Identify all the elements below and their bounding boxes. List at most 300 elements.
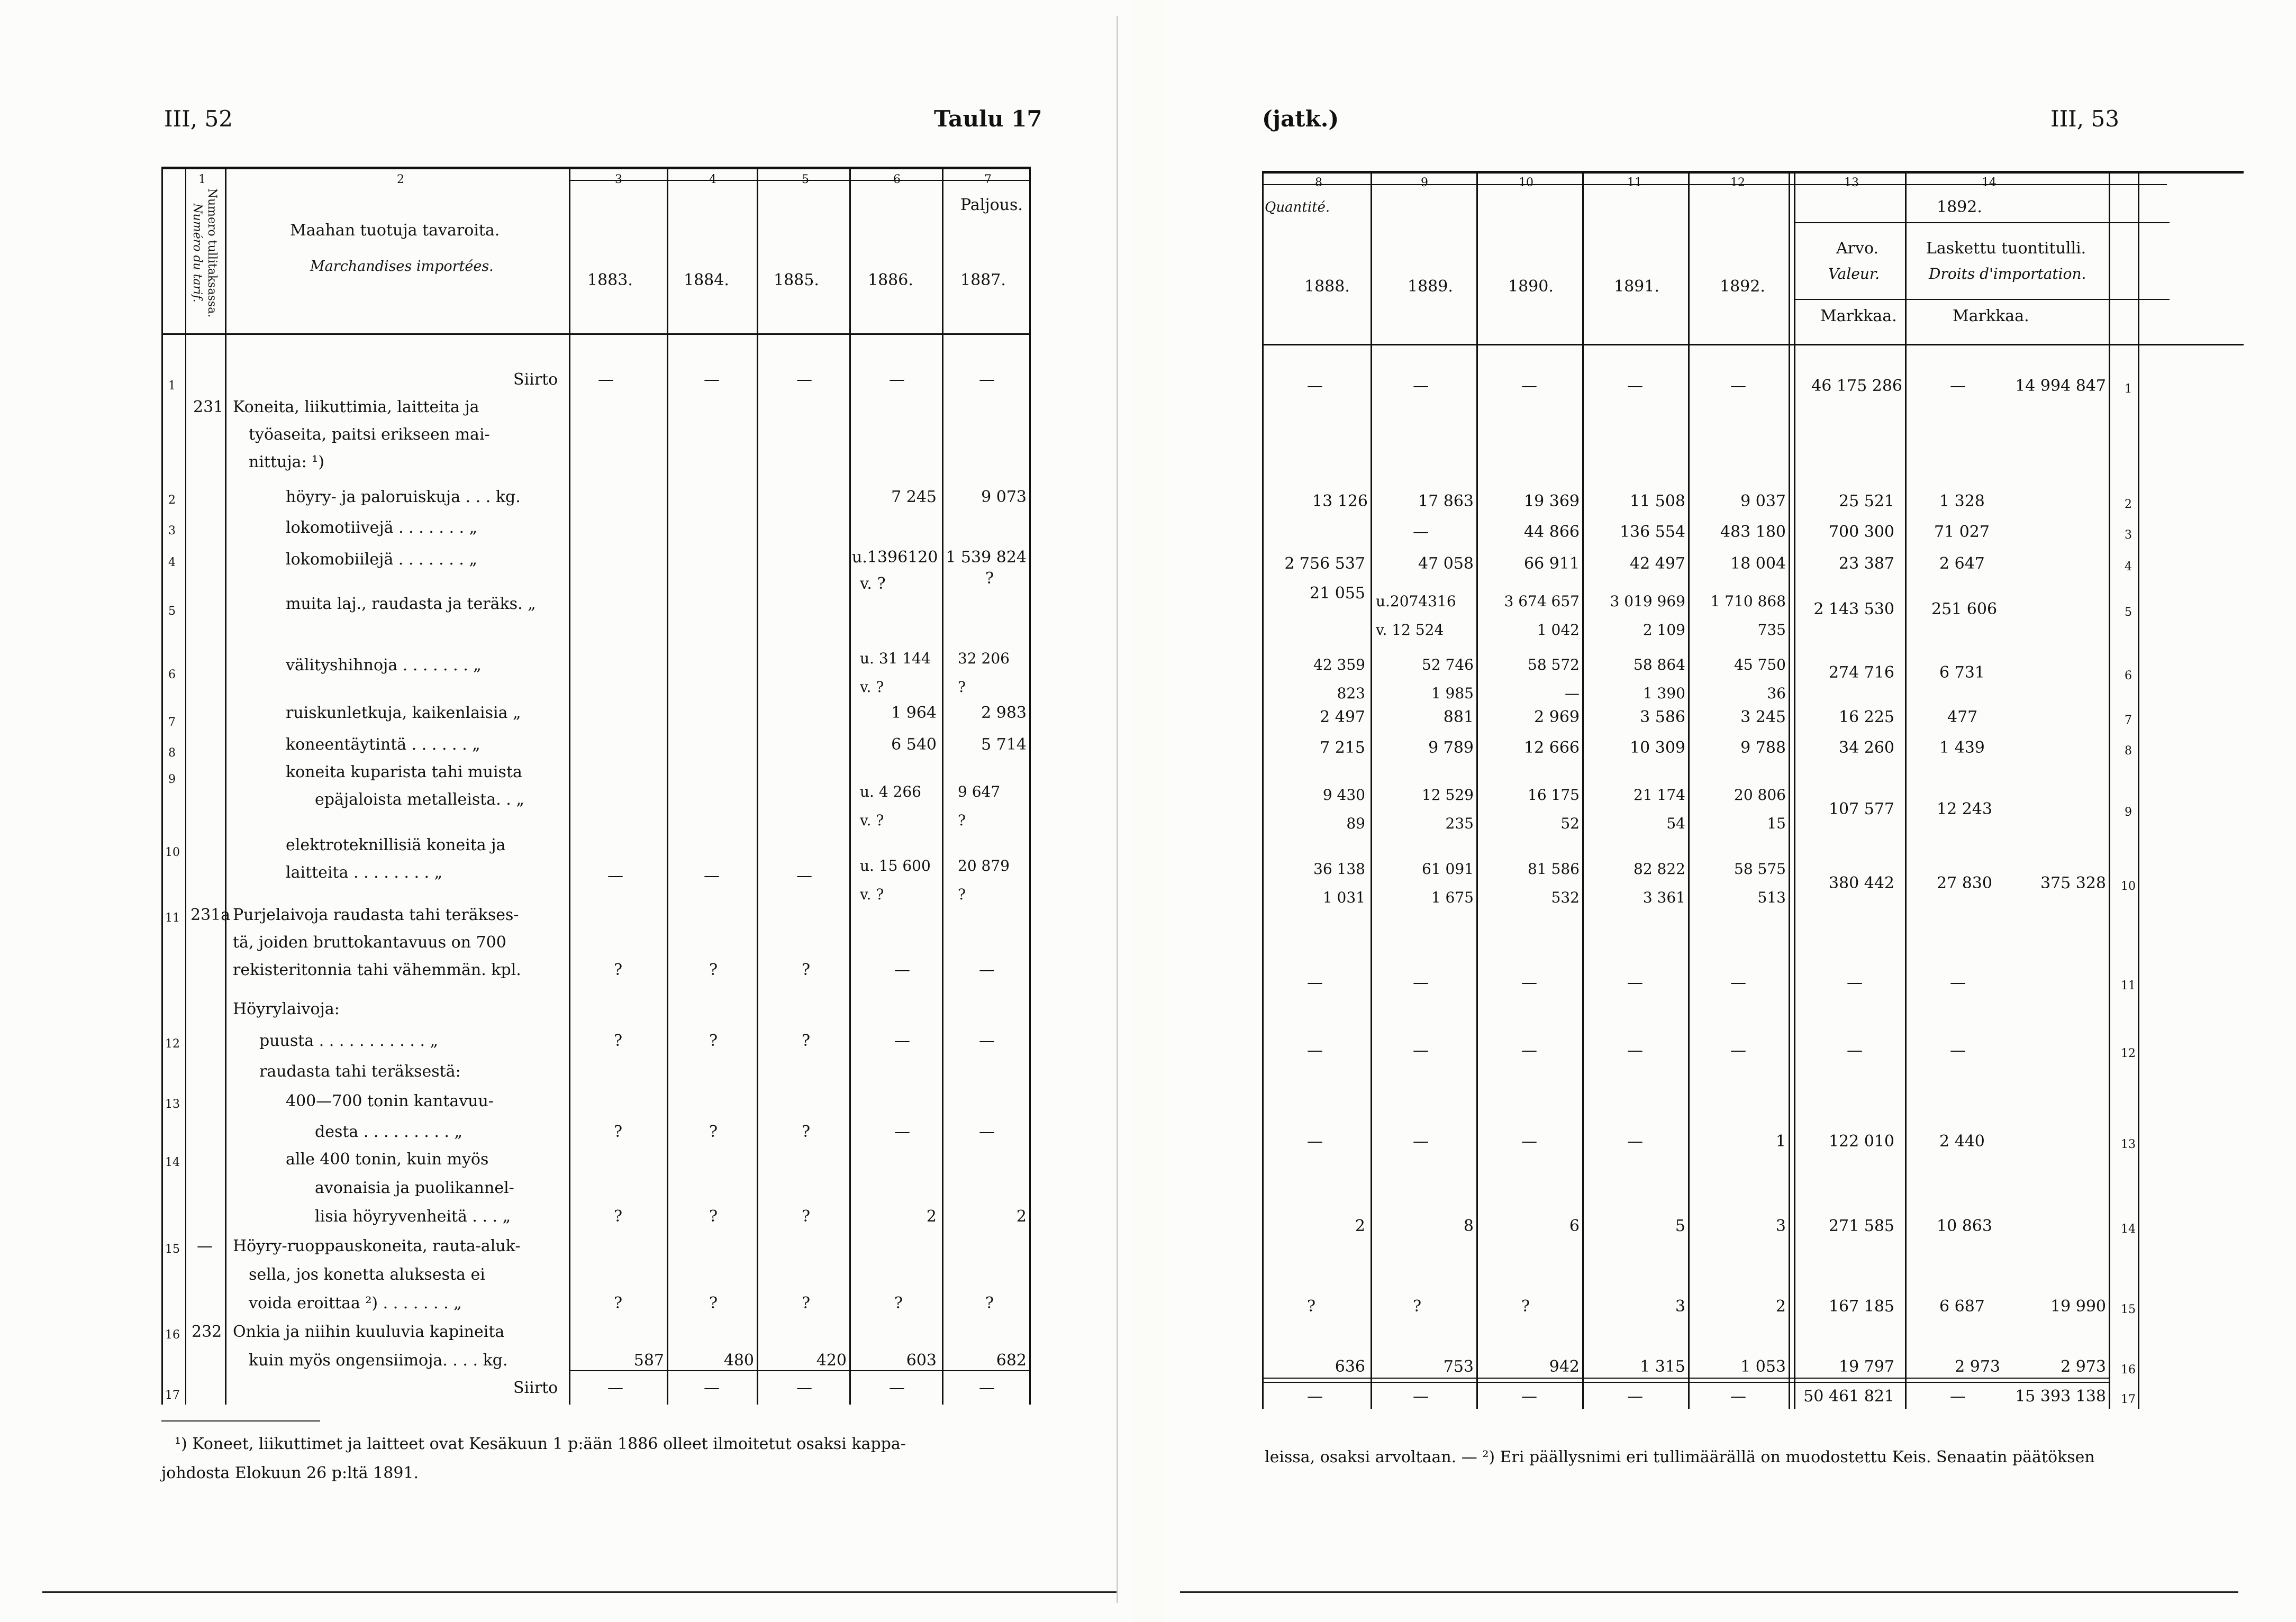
header-bottom-rule (161, 333, 1029, 335)
cell: 251 606 (1931, 600, 1998, 618)
colnum-4: 4 (709, 173, 716, 186)
cell-line: u. 15 600 (860, 857, 931, 874)
desc-line: voida eroittaa ²) . . . . . . . „ (249, 1294, 462, 1313)
row-number: 8 (2125, 744, 2132, 758)
desc-line: puusta . . . . . . . . . . . „ (259, 1032, 439, 1050)
cell: — (1521, 1041, 1537, 1060)
cell: — (796, 1379, 812, 1397)
cell: — (704, 370, 720, 389)
cell: 1 328 (1939, 492, 1985, 511)
right-page-number: III, 53 (2050, 106, 2119, 132)
desc-line: alle 400 tonin, kuin myös (286, 1150, 489, 1169)
desc-line: Koneita, liikuttimia, laitteita ja (233, 398, 479, 416)
cell: 9 073 (981, 488, 1027, 506)
row-number: 6 (168, 668, 176, 681)
cell: 2 (926, 1207, 937, 1226)
year-1889: 1889. (1408, 277, 1453, 296)
vrule-r6 (1905, 171, 1907, 1409)
cell: — (1521, 973, 1537, 992)
vrule-5 (757, 167, 758, 1405)
year-1891: 1891. (1614, 277, 1659, 296)
cell-line: 32 206 (958, 650, 1010, 667)
table-title: Taulu 17 (934, 106, 1042, 132)
cell: — (1413, 1041, 1429, 1060)
cell: ? (709, 1294, 718, 1313)
cell (1691, 855, 1786, 912)
cell (1267, 781, 1365, 838)
footnote-continuation: leissa, osaksi arvoltaan. — ²) Eri päällysnimi eri tullimäärällä on muodostettu Keis. Senaatin päätöksen (1265, 1448, 2095, 1466)
row-number: 3 (2125, 528, 2132, 542)
cell: — (1847, 973, 1863, 992)
cell: — (1627, 377, 1643, 395)
cell-line: 52 (1560, 815, 1580, 832)
cell-line: 58 572 (1528, 656, 1580, 673)
footnote-line-2: johdosta Elokuun 26 p:ltä 1891. (161, 1464, 419, 1482)
desc-line: raudasta tahi teräksestä: (259, 1062, 461, 1081)
cell: 14 994 847 (2015, 377, 2106, 395)
desc-line: muita laj., raudasta ja teräks. „ (286, 595, 536, 613)
subtotal-rule (569, 1370, 1029, 1371)
cell: 6 (1569, 1217, 1580, 1235)
vrule-r1 (1371, 171, 1372, 1409)
tariff-number: 231 (193, 398, 224, 416)
cell: 122 010 (1828, 1132, 1894, 1151)
desc-line: ruiskunletkuja, kaikenlaisia „ (286, 704, 521, 722)
vrule-r0 (1262, 171, 1264, 1409)
desc-line: työaseita, paitsi erikseen mai- (249, 425, 490, 444)
colnum-10: 10 (1519, 176, 1533, 189)
desc-line: desta . . . . . . . . . „ (315, 1123, 463, 1141)
cell: ? (1521, 1297, 1530, 1316)
page-bottom-edge (42, 1591, 1117, 1593)
cell (860, 852, 931, 909)
row-number: 2 (168, 494, 176, 507)
tariff-number-fr: Numéro du tarif. (190, 203, 204, 303)
year-1892: 1892. (1720, 277, 1765, 296)
cell: — (1307, 1041, 1323, 1060)
cell: 3 245 (1740, 708, 1786, 726)
cell: 2 440 (1939, 1132, 1985, 1151)
cell (1479, 651, 1580, 708)
markkaa-label-2: Markkaa. (1953, 307, 2029, 325)
cell (1691, 781, 1786, 838)
cell-line: 1 031 (1322, 889, 1365, 906)
cell: 881 (1443, 708, 1474, 726)
tariff-number: 231a (190, 906, 231, 924)
cell-line: ? (958, 678, 966, 696)
cell-line: v. ? (860, 812, 884, 829)
cell: 1 (1775, 1132, 1786, 1151)
colnum-13: 13 (1844, 176, 1859, 189)
siirto-top: Siirto (513, 370, 558, 389)
row-number: 13 (2121, 1138, 2136, 1151)
cell (958, 778, 1000, 835)
row-number: 16 (165, 1328, 180, 1342)
cell: ? (614, 961, 623, 979)
cell: 2 973 (2061, 1357, 2106, 1376)
year-1888: 1888. (1304, 277, 1350, 296)
cell: — (796, 370, 812, 389)
markkaa-rule (1794, 299, 2170, 300)
cell: 480 (723, 1351, 754, 1370)
cell: u.1396120 (852, 548, 938, 567)
row-number: 10 (2121, 880, 2136, 893)
cell (1479, 781, 1580, 838)
droits-label: Droits d'importation. (1929, 265, 2086, 283)
cell: 16 225 (1839, 708, 1894, 726)
cell: ? (1307, 1297, 1316, 1316)
cell: 18 004 (1730, 554, 1786, 573)
cell: — (1307, 1132, 1323, 1151)
cell-line: 2 109 (1642, 621, 1685, 639)
cell-line: 21 174 (1633, 786, 1685, 804)
desc-line: 400—700 tonin kantavuu- (286, 1092, 494, 1110)
cell-line: 61 091 (1422, 860, 1474, 878)
row-number: 9 (168, 773, 176, 786)
cell (1585, 587, 1685, 644)
cell-line: 12 529 (1422, 786, 1474, 804)
cell: — (979, 1032, 995, 1050)
row-number: 9 (2125, 806, 2132, 819)
vrule-1 (185, 167, 186, 1405)
cell: ? (614, 1294, 623, 1313)
vrule-0 (161, 167, 163, 1405)
cell: v. ? (860, 575, 886, 593)
cell: — (1307, 377, 1323, 395)
total-rule-1 (1262, 1378, 2109, 1379)
cell: 12 243 (1937, 800, 1992, 818)
cell: 420 (816, 1351, 847, 1370)
cell: 27 830 (1937, 874, 1992, 892)
cell-line: 3 361 (1642, 889, 1685, 906)
cell: — (1521, 1132, 1537, 1151)
cell: — (1950, 377, 1966, 395)
cell: — (1413, 973, 1429, 992)
year-1887: 1887. (960, 271, 1006, 289)
cell: 136 554 (1619, 523, 1685, 541)
gutter-left (1117, 16, 1118, 1603)
cell: 71 027 (1934, 523, 1990, 541)
cell-line: 45 750 (1734, 656, 1786, 673)
cell: — (894, 1032, 910, 1050)
desc-line: sella, jos konetta aluksesta ei (249, 1265, 485, 1284)
row-number: 16 (2121, 1363, 2136, 1377)
cell: 2 (1775, 1297, 1786, 1316)
row-number: 10 (165, 846, 180, 859)
cell-line: 15 (1767, 815, 1786, 832)
cell: ? (709, 1032, 718, 1050)
cell: 587 (633, 1351, 664, 1370)
cell: — (607, 1379, 623, 1397)
right-page (1164, 0, 2296, 1622)
valeur-label: Valeur. (1828, 265, 1880, 283)
desc-line: elektroteknillisiä koneita ja (286, 836, 506, 854)
cell: — (1521, 1387, 1537, 1406)
cell-line: ? (958, 812, 966, 829)
quantite-label: Quantité. (1265, 199, 1330, 215)
desc-line: höyry- ja paloruiskuja . . . kg. (286, 488, 521, 506)
cell-line: 52 746 (1422, 656, 1474, 673)
row-number: 8 (168, 746, 176, 760)
cell: 12 666 (1524, 739, 1580, 757)
cell: — (979, 961, 995, 979)
cell: 2 (1016, 1207, 1027, 1226)
cell (1479, 855, 1580, 912)
cell: ? (709, 1207, 718, 1226)
row-number: 4 (2125, 560, 2132, 573)
cell-line: 1 390 (1642, 685, 1685, 702)
colnum-5: 5 (802, 173, 809, 186)
cell: 477 (1947, 708, 1978, 726)
cell-line: 36 138 (1313, 860, 1365, 878)
cell: — (1413, 1387, 1429, 1406)
desc-line: nittuja: ¹) (249, 453, 324, 471)
page-bottom-edge (1180, 1591, 2238, 1593)
cell-line: 20 879 (958, 857, 1010, 874)
cell (1691, 587, 1786, 644)
colnum-9: 9 (1421, 176, 1428, 189)
cell-line: 42 359 (1313, 656, 1365, 673)
cell: 942 (1549, 1357, 1580, 1376)
desc-line: Höyrylaivoja: (233, 1000, 340, 1018)
cell: 44 866 (1524, 523, 1580, 541)
row-number: 4 (168, 556, 176, 569)
vrule-r2 (1476, 171, 1478, 1409)
row-number: 12 (165, 1037, 180, 1051)
row-number: 17 (2121, 1393, 2136, 1406)
row-number: 5 (2125, 606, 2132, 619)
cell-line: 89 (1346, 815, 1365, 832)
laskettu-label: Laskettu tuontitulli. (1926, 239, 2086, 258)
cell: ? (614, 1123, 623, 1141)
cell (1585, 651, 1685, 708)
cell-line: u. 31 144 (860, 650, 931, 667)
row-number: 1 (168, 379, 176, 393)
row-number: 13 (165, 1098, 180, 1111)
desc-line: epäjaloista metalleista. . „ (315, 790, 524, 809)
cell: 753 (1443, 1357, 1474, 1376)
row-number: 7 (2125, 714, 2132, 727)
cell: ? (614, 1032, 623, 1050)
cell: — (1730, 1387, 1746, 1406)
cell: ? (802, 1207, 811, 1226)
cell-line: 1 985 (1431, 685, 1474, 702)
cell-line: 823 (1337, 685, 1365, 702)
row-number: 14 (2121, 1223, 2136, 1236)
cell-line: 532 (1551, 889, 1580, 906)
cell: 636 (1335, 1357, 1365, 1376)
cell: — (1307, 973, 1323, 992)
row-number: 7 (168, 716, 176, 729)
cell: 2 647 (1939, 554, 1985, 573)
vrule-r5b (1794, 171, 1795, 1409)
desc-line: koneita kuparista tahi muista (286, 763, 522, 781)
cell: ? (802, 1294, 811, 1313)
cell-line: 3 019 969 (1610, 593, 1685, 610)
cell: — (889, 370, 905, 389)
cell: 8 (1463, 1217, 1474, 1235)
vrule-r5a (1789, 171, 1790, 1409)
cell: 6 687 (1939, 1297, 1985, 1316)
cell: 9 037 (1740, 492, 1786, 511)
cell: 46 175 286 (1811, 377, 1902, 395)
cell: 1 539 824 (946, 548, 1027, 567)
cell-line: ? (958, 886, 966, 903)
cell: 1 439 (1939, 739, 1985, 757)
cell: ? (709, 1123, 718, 1141)
desc-line: lokomotiivejä . . . . . . . „ (286, 518, 478, 537)
markkaa-label-1: Markkaa. (1820, 307, 1897, 325)
cell: 5 714 (981, 735, 1027, 754)
total-rule-2 (1262, 1382, 2109, 1383)
cell: — (1413, 523, 1429, 541)
cell: — (1413, 1132, 1429, 1151)
jatk-label: (jatk.) (1262, 106, 1339, 132)
cell: 47 058 (1418, 554, 1474, 573)
cell: 10 863 (1937, 1217, 1992, 1235)
desc-line: Purjelaivoja raudasta tahi teräkses- (233, 906, 519, 924)
cell: 25 521 (1839, 492, 1894, 511)
cell: 1 315 (1640, 1357, 1685, 1376)
cell-line: 20 806 (1734, 786, 1786, 804)
cell: 3 586 (1640, 708, 1685, 726)
cell: 167 185 (1828, 1297, 1894, 1316)
cell: 1 964 (891, 704, 937, 722)
year-1892-label: 1892. (1937, 198, 1982, 216)
value-header-rule (1794, 222, 2170, 223)
vrule-r7 (2109, 171, 2110, 1409)
cell-line: v. ? (860, 886, 884, 903)
cell: — (1730, 1041, 1746, 1060)
cell: — (1627, 973, 1643, 992)
cell-line: 1 675 (1431, 889, 1474, 906)
year-1884: 1884. (684, 271, 729, 289)
cell: 66 911 (1524, 554, 1580, 573)
cell: 2 143 530 (1813, 600, 1894, 618)
colnum-2: 2 (397, 173, 404, 186)
cell: 19 990 (2050, 1297, 2106, 1316)
cell-line: 735 (1757, 621, 1786, 639)
cell: — (979, 1123, 995, 1141)
cell: — (704, 867, 720, 885)
cell (860, 644, 931, 701)
cell: 50 461 821 (1803, 1387, 1894, 1406)
cell: 9 789 (1428, 739, 1474, 757)
cell-line: u. 4 266 (860, 783, 921, 800)
row-number: 11 (165, 912, 180, 925)
cell (1585, 855, 1685, 912)
cell: — (1730, 377, 1746, 395)
paljous-label: Paljous. (960, 196, 1023, 214)
left-page (0, 0, 1132, 1622)
cell: 2 973 (1955, 1357, 2000, 1376)
vrule-r4 (1688, 171, 1690, 1409)
cell: 42 497 (1630, 554, 1685, 573)
colnum-7: 7 (984, 173, 992, 186)
cell: 17 863 (1418, 492, 1474, 511)
row-number: 12 (2121, 1047, 2136, 1060)
cell-line: 16 175 (1528, 786, 1580, 804)
cell: 603 (906, 1351, 937, 1370)
cell: — (1521, 377, 1537, 395)
cell: — (607, 867, 623, 885)
cell: 483 180 (1720, 523, 1786, 541)
row-number: 15 (2121, 1303, 2136, 1316)
cell: — (704, 1379, 720, 1397)
cell: — (1730, 973, 1746, 992)
cell: ? (802, 1032, 811, 1050)
row-number: 6 (2125, 669, 2132, 682)
cell-line: 1 042 (1537, 621, 1580, 639)
row-number: 14 (165, 1156, 180, 1169)
cell: ? (709, 961, 718, 979)
colnum-rule (1262, 184, 2167, 185)
desc-line: lokomobiilejä . . . . . . . „ (286, 550, 477, 569)
vrule-r8 (2138, 171, 2139, 1409)
arvo-label: Arvo. (1836, 239, 1879, 258)
desc-line: kuin myös ongensiimoja. . . . kg. (249, 1351, 508, 1370)
cell (1479, 587, 1580, 644)
cell: — (1847, 1041, 1863, 1060)
desc-line: Höyry-ruoppauskoneita, rauta-aluk- (233, 1237, 521, 1255)
cell-line: 54 (1666, 815, 1685, 832)
cell: — (1950, 1041, 1966, 1060)
cell-line: v. 12 524 (1376, 621, 1444, 639)
cell: — (1627, 1041, 1643, 1060)
cell: 380 442 (1828, 874, 1894, 892)
cell: 34 260 (1839, 739, 1894, 757)
row-number: 1 (2125, 382, 2132, 396)
vrule-r3 (1582, 171, 1584, 1409)
top-rule (161, 167, 1029, 169)
cell: 13 126 (1312, 492, 1368, 511)
colnum-14: 14 (1982, 176, 1996, 189)
desc-line: rekisteritonnia tahi vähemmän. kpl. (233, 961, 521, 979)
cell (1373, 651, 1474, 708)
tariff-number: — (197, 1237, 213, 1255)
year-1885: 1885. (774, 271, 819, 289)
cell: 2 983 (981, 704, 1027, 722)
colnum-12: 12 (1730, 176, 1745, 189)
footnote-rule (161, 1420, 320, 1421)
cell: 3 (1775, 1217, 1786, 1235)
desc-line: laitteita . . . . . . . . „ (286, 863, 443, 882)
cell (1267, 651, 1365, 708)
cell: 271 585 (1828, 1217, 1894, 1235)
cell: 274 716 (1828, 663, 1894, 682)
desc-line: lisia höyryvenheitä . . . „ (315, 1207, 511, 1226)
vrule-2 (225, 167, 226, 1405)
cell (860, 778, 921, 835)
cell: 6 540 (891, 735, 937, 754)
desc-line: Onkia ja niihin kuuluvia kapineita (233, 1323, 505, 1341)
top-rule (1262, 171, 2244, 174)
cell: — (1413, 377, 1429, 395)
desc-line: avonaisia ja puolikannel- (315, 1179, 514, 1197)
cell (1691, 651, 1786, 708)
tariff-number-fi: Numero tullitaksassa. (205, 188, 219, 318)
cell-line: 58 575 (1734, 860, 1786, 878)
cell: ? (1413, 1297, 1422, 1316)
cell-line: 81 586 (1528, 860, 1580, 878)
cell: 19 797 (1839, 1357, 1894, 1376)
cell: ? (985, 569, 994, 588)
cell: ? (614, 1207, 623, 1226)
vrule-6 (849, 167, 851, 1405)
cell: ? (802, 1123, 811, 1141)
goods-title-fr: Marchandises importées. (310, 258, 494, 275)
cell: 9 788 (1740, 739, 1786, 757)
